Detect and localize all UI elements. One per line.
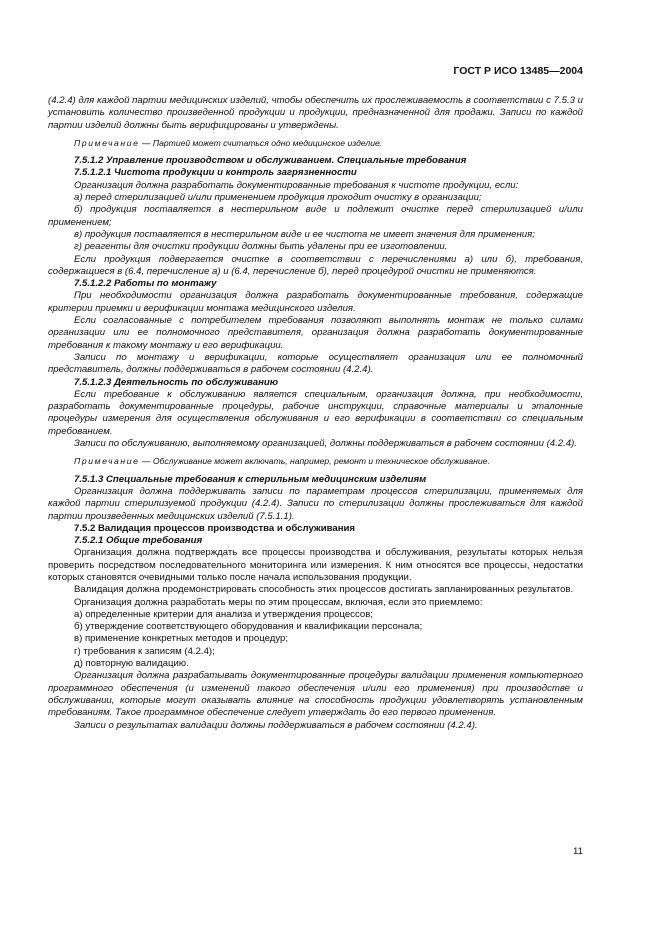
paragraph: Если согласованные с потребителем требования позволяют выполнять монтаж не только силами организации или ее полномочного представителя, организация должна разработать документированные требования к такому монтажу и его верификации. [48,315,583,351]
list-item: в) применение конкретных методов и процедур; [74,633,289,645]
paragraph: Организация должна подтверждать все процессы производства и обслуживания, результаты которых нельзя проверить посредством последовательного мониторинга или измерения. К ним относятся все процессы, недостатки которых становятся очевидными только после начала использования продукции. [48,547,583,583]
list-item: г) реагенты для очистки продукции должны быть удалены при ее изготовлении. [74,241,448,253]
list-item: д) повторную валидацию. [74,658,189,670]
list-item: а) перед стерилизацией и/или применением продукция проходит очистку в организации; [74,192,482,204]
list-item: а) определенные критерии для анализа и утверждения процессов; [74,608,373,620]
section-heading: 7.5.2.1 Общие требования [74,535,203,547]
paragraph: (4.2.4) для каждой партии медицинских изделий, чтобы обеспечить их прослеживаемость в соответствии с 7.5.3 и установить количество произведенной продукции и продукции, предназначенной для продажи. Записи по каждой партии изделий должны быть верифицированы и утверждены. [48,95,583,131]
section-heading: 7.5.1.2.3 Деятельность по обслуживанию [74,376,279,388]
section-heading: 7.5.1.2.2 Работы по монтажу [74,278,217,290]
paragraph: Записи по обслуживанию, выполняемому организацией, должны поддерживаться в рабочем состоянии (4.2.4). [74,438,577,450]
section-heading: 7.5.1.3 Специальные требования к стерильным медицинским изделиям [74,473,427,485]
paragraph: Валидация должна продемонстрировать способность этих процессов достигать запланированных результатов. [74,584,574,596]
paragraph: Организация должна разработать меры по этим процессам, включая, если это приемлемо: [74,596,483,608]
paragraph: Организация должна разработать документированные требования к чистоте продукции, если: [74,179,519,191]
paragraph: При необходимости организация должна разработать документированные требования, содержащие критерии приемки и верификации монтажа медицинского изделия. [48,290,583,314]
note-label: Примечание [74,137,140,148]
paragraph: Организация должна поддерживать записи по параметрам процессов стерилизации, применяемых для каждой партии стерилизуемой продукции (4.2.4). Записи по стерилизации должны прослеживаться для каждой партии произведенных медицинских изделий (7.5.1.1). [48,485,583,522]
section-heading: 7.5.1.2 Управление производством и обслуживанием. Специальные требования [74,155,467,167]
list-item: в) продукция поставляется в нестерильном виде и ее чистота не имеет значения для применения; [74,228,535,240]
section-heading: 7.5.1.2.1 Чистота продукции и контроль загрязненности [74,167,357,179]
paragraph: Записи о результатах валидации должны поддерживаться в рабочем состоянии (4.2.4). [74,719,478,731]
note [48,455,583,467]
paragraph: Если требование к обслуживанию является специальным, организация должна, при необходимости, разработать документированные процедуры, рабочие инструкции, справочные материалы и эталонные процедуры измерения для осуществления обслуживания и его верификации в соответствии со специальным требованием. [48,388,583,437]
document-body [48,95,583,732]
page-number: 11 [573,846,583,857]
list-item: б) утверждение соответствующего оборудования и квалификации персонала; [74,621,423,633]
paragraph: Записи по монтажу и верификации, которые осуществляет организация или ее полномочный представитель, должны поддерживаться в рабочем состоянии (4.2.4). [48,351,583,376]
list-item: б) продукция поставляется в нестерильном виде и подлежит очистке перед стерилизацией и/или применением; [48,204,583,228]
document-header: ГОСТ Р ИСО 13485—2004 [453,65,583,77]
note-text: — Партией может считаться одно медицинское изделие. [141,137,383,148]
note [48,137,583,149]
note-label: Примечание [74,456,140,467]
list-item: г) требования к записям (4.2.4); [74,645,215,657]
section-heading: 7.5.2 Валидация процессов производства и обслуживания [74,522,355,534]
paragraph: Если продукция подвергается очистке в соответствии с перечислениями а) или б), требования, содержащиеся в (6.4, перечисление а) и (6.4, перечисление б), перед процедурой очистки не применяются. [48,253,583,277]
note-text: — Обслуживание может включать, например, ремонт и техническое обслуживание. [141,456,490,467]
paragraph: Организация должна разрабатывать документированные процедуры валидации применения компьютерного программного обеспечения (и изменений такого обеспечения и/или его применения) при производстве и обслуживании, которые могут оказывать влияние на способность продукции удовлетворять установленным требованиям. Такое программное обеспечение следует утверждать до его первого применения. [48,670,583,719]
